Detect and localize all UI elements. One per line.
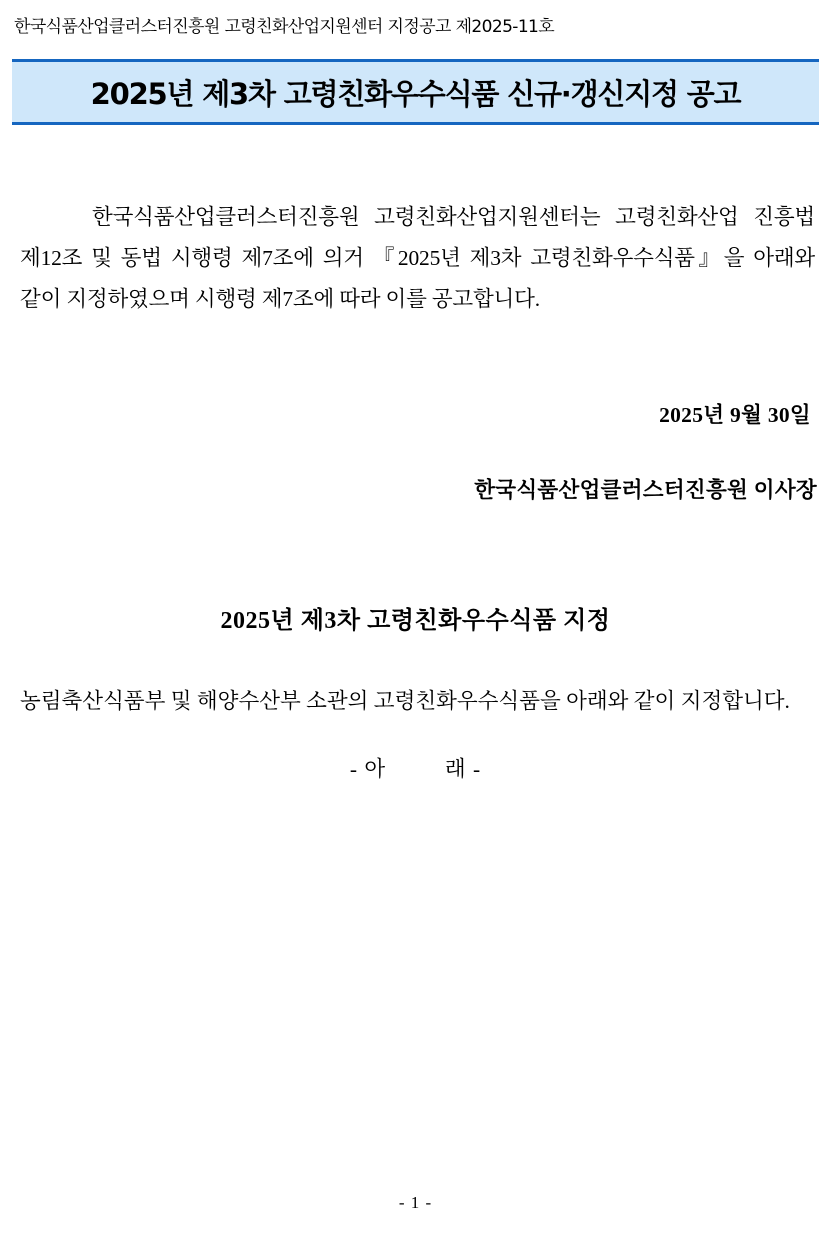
below-marker (12, 752, 819, 783)
page-number: - 1 - (398, 1193, 433, 1212)
below-marker-left: - 아 (349, 757, 387, 781)
page-title: 2025년 제3차 고령친화우수식품 신규·갱신지정 공고 (90, 76, 741, 111)
title-band (12, 59, 819, 125)
document-header-line: 한국식품산업클러스터진흥원 고령친화산업지원센터 지정공고 제2025-11호 (14, 17, 555, 37)
notice-paragraph: 농림축산식품부 및 해양수산부 소관의 고령친화우수식품을 아래와 같이 지정합니다. (20, 689, 790, 713)
section-heading: 2025년 제3차 고령친화우수식품 지정 (220, 608, 611, 634)
signature-date: 2025년 9월 30일 (659, 403, 811, 427)
body-block (12, 197, 819, 320)
signature-organization: 한국식품산업클러스터진흥원 이사장 (474, 478, 817, 502)
notice-block (12, 681, 819, 722)
body-paragraph: 한국식품산업클러스터진흥원 고령친화산업지원센터는 고령친화산업 진흥법 제12조 및 동법 시행령 제7조에 의거 『2025년 제3차 고령친화우수식품』을 아래와 같이 지정하였으며 시행령 제7조에 따라 이를 공고합니다. (20, 205, 815, 311)
below-marker-right: 래 - (444, 757, 482, 781)
